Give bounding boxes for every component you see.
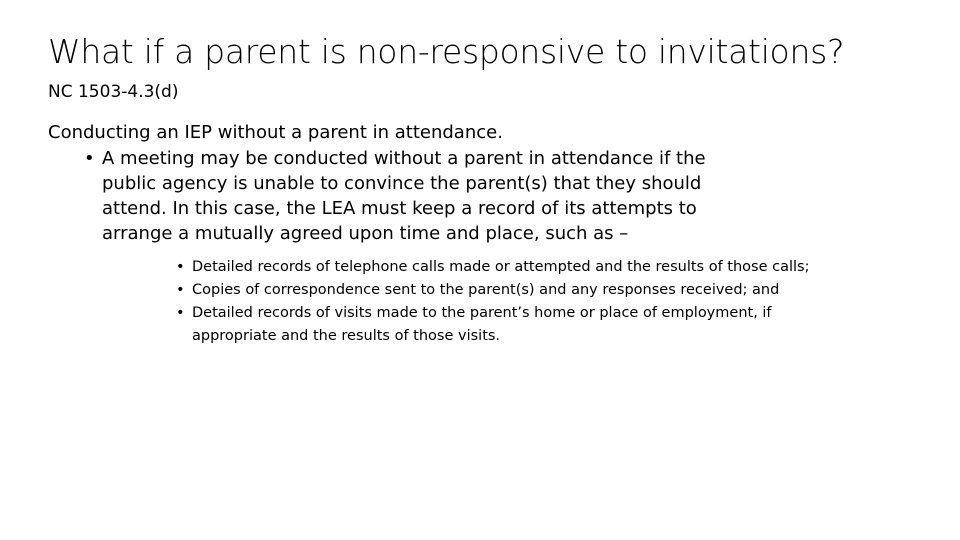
sub-bullet-text: Detailed records of visits made to the parent’s home or place of employment, if appropriate and the results of those visits. [192,305,772,344]
sub-bullet-text: Copies of correspondence sent to the parent(s) and any responses received; and [192,282,780,298]
slide-body [48,120,810,348]
main-bullet-item [48,146,810,348]
slide-subtitle: NC 1503-4.3(d) [48,82,179,102]
bullet-icon: • [176,259,185,275]
main-bullet-text: A meeting may be conducted without a parent in attendance if the public agency is unable to convince the parent(s) that they should attend. In this case, the LEA must keep a record of its attempts to arrange a mutually agreed upon time and place, such as – [102,148,706,244]
sub-bullet-text: Detailed records of telephone calls made or attempted and the results of those calls; [192,259,810,275]
slide-title: What if a parent is non-responsive to invitations? [48,32,845,71]
sub-bullet-item [102,256,810,279]
bullet-icon: • [176,305,185,321]
sub-bullet-item [102,302,788,348]
sub-bullet-list [102,256,810,348]
sub-bullet-item [102,279,788,302]
bullet-icon: • [176,282,185,298]
lead-text: Conducting an IEP without a parent in attendance. [48,122,503,143]
bullet-icon: • [84,148,95,169]
